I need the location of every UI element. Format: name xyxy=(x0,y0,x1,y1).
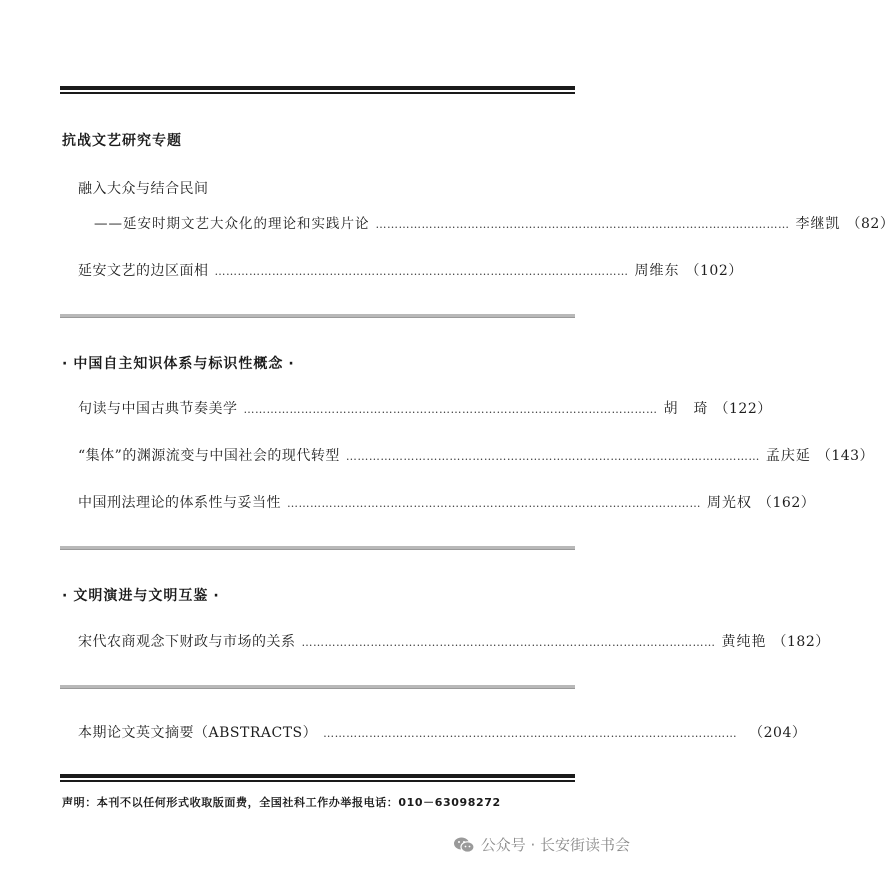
toc-author: 周光权 xyxy=(707,495,752,511)
toc-entry-title: 句读与中国古典节奏美学 xyxy=(78,401,238,417)
section-heading-civilization: · 文明演进与文明互鉴 · xyxy=(62,588,220,604)
toc-entry-title: 延安文艺的边区面相 xyxy=(78,263,209,279)
dot-leader: ……………………………………………………………………………………………… xyxy=(323,727,738,740)
toc-page-number: （102） xyxy=(685,263,743,279)
toc-author: 黄纯艳 xyxy=(721,634,767,650)
toc-entry[interactable] xyxy=(78,631,830,651)
toc-entry[interactable] xyxy=(94,212,894,232)
statement-notice: 声明：本刊不以任何形式收取版面费，全国社科工作办举报电话：010－63098272 xyxy=(62,796,501,809)
toc-page-number: （204） xyxy=(749,725,807,741)
bullet-dot: · xyxy=(62,356,69,372)
toc-entry-title: 本期论文英文摘要（ABSTRACTS） xyxy=(78,725,318,741)
bullet-dot: · xyxy=(213,588,220,604)
dot-leader: ……………………………………………………………………………………………… xyxy=(301,636,716,649)
toc-page-number: （122） xyxy=(714,401,772,417)
toc-entry[interactable] xyxy=(78,260,743,280)
top-rule xyxy=(60,86,575,94)
dot-leader: ……………………………………………………………………………………………… xyxy=(345,450,760,463)
toc-author: 胡 琦 xyxy=(663,401,709,417)
toc-page-number: （162） xyxy=(758,495,816,511)
wechat-icon xyxy=(453,836,475,854)
toc-entry[interactable] xyxy=(78,492,816,512)
toc-entry-title: 中国刑法理论的体系性与妥当性 xyxy=(78,495,281,511)
toc-author: 周维东 xyxy=(634,263,680,279)
section-heading-knowledge-system: · 中国自主知识体系与标识性概念 · xyxy=(62,356,295,372)
toc-page-number: （182） xyxy=(772,634,830,650)
toc-entry-abstracts[interactable] xyxy=(78,722,807,742)
dot-leader: ……………………………………………………………………………………………… xyxy=(243,403,658,416)
dot-leader: ……………………………………………………………………………………………… xyxy=(375,218,790,231)
toc-entry-title[interactable]: 融入大众与结合民间 xyxy=(78,181,209,197)
section-divider xyxy=(60,314,575,318)
toc-entry-title: “集体”的渊源流变与中国社会的现代转型 xyxy=(78,448,340,464)
section-divider xyxy=(60,546,575,550)
toc-page-number: （82） xyxy=(846,216,894,232)
toc-entry-subtitle: ——延安时期文艺大众化的理论和实践片论 xyxy=(94,216,370,232)
toc-entry[interactable] xyxy=(78,445,875,465)
bullet-dot: · xyxy=(288,356,295,372)
wechat-watermark: 公众号 · 长安街读书会 xyxy=(453,834,630,855)
toc-author: 孟庆延 xyxy=(765,448,811,464)
section-divider xyxy=(60,685,575,689)
toc-page-number: （143） xyxy=(816,448,875,464)
bullet-dot: · xyxy=(62,588,69,604)
toc-entry-title: 宋代农商观念下财政与市场的关系 xyxy=(78,634,296,650)
dot-leader: ……………………………………………………………………………………………… xyxy=(214,265,629,278)
toc-entry[interactable] xyxy=(78,398,772,418)
section-heading-war-literature: 抗战文艺研究专题 xyxy=(62,133,182,149)
dot-leader: ……………………………………………………………………………………………… xyxy=(287,497,701,510)
toc-author: 李继凯 xyxy=(795,216,841,232)
bottom-rule xyxy=(60,774,575,782)
